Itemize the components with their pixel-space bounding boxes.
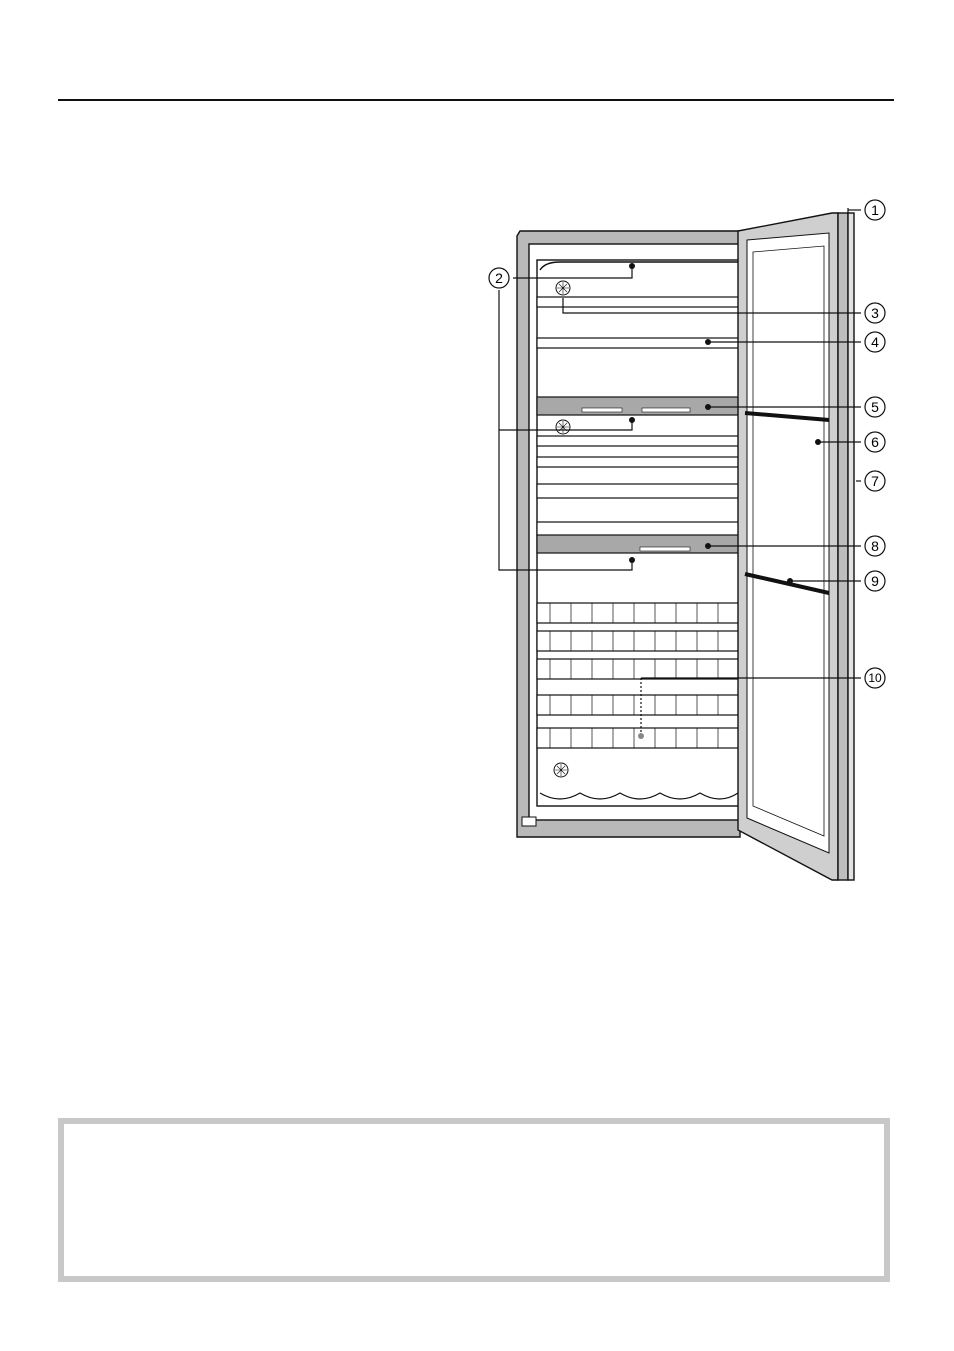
callout-5-label: 5 (871, 399, 879, 415)
fan-icon (554, 763, 568, 777)
callout-1 (865, 200, 885, 220)
note-box (58, 1118, 890, 1282)
callout-8-label: 8 (871, 538, 879, 554)
fan-icon (556, 420, 570, 434)
callout-2-label: 2 (495, 270, 503, 286)
callout-4-label: 4 (871, 334, 879, 350)
callout-8 (865, 536, 885, 556)
callout-7-label: 7 (871, 473, 879, 489)
callout-5 (865, 397, 885, 417)
callout-9-label: 9 (871, 573, 879, 589)
callout-7 (865, 471, 885, 491)
callout-9 (865, 571, 885, 591)
callout-3 (865, 303, 885, 323)
callout-4 (865, 332, 885, 352)
callout-10 (865, 668, 885, 688)
callout-6 (865, 432, 885, 452)
callout-3-label: 3 (871, 305, 879, 321)
callout-2 (489, 268, 509, 288)
callout-6-label: 6 (871, 434, 879, 450)
callout-1-label: 1 (871, 202, 879, 218)
callout-10-label: 10 (868, 671, 882, 685)
fan-icon (556, 281, 570, 295)
